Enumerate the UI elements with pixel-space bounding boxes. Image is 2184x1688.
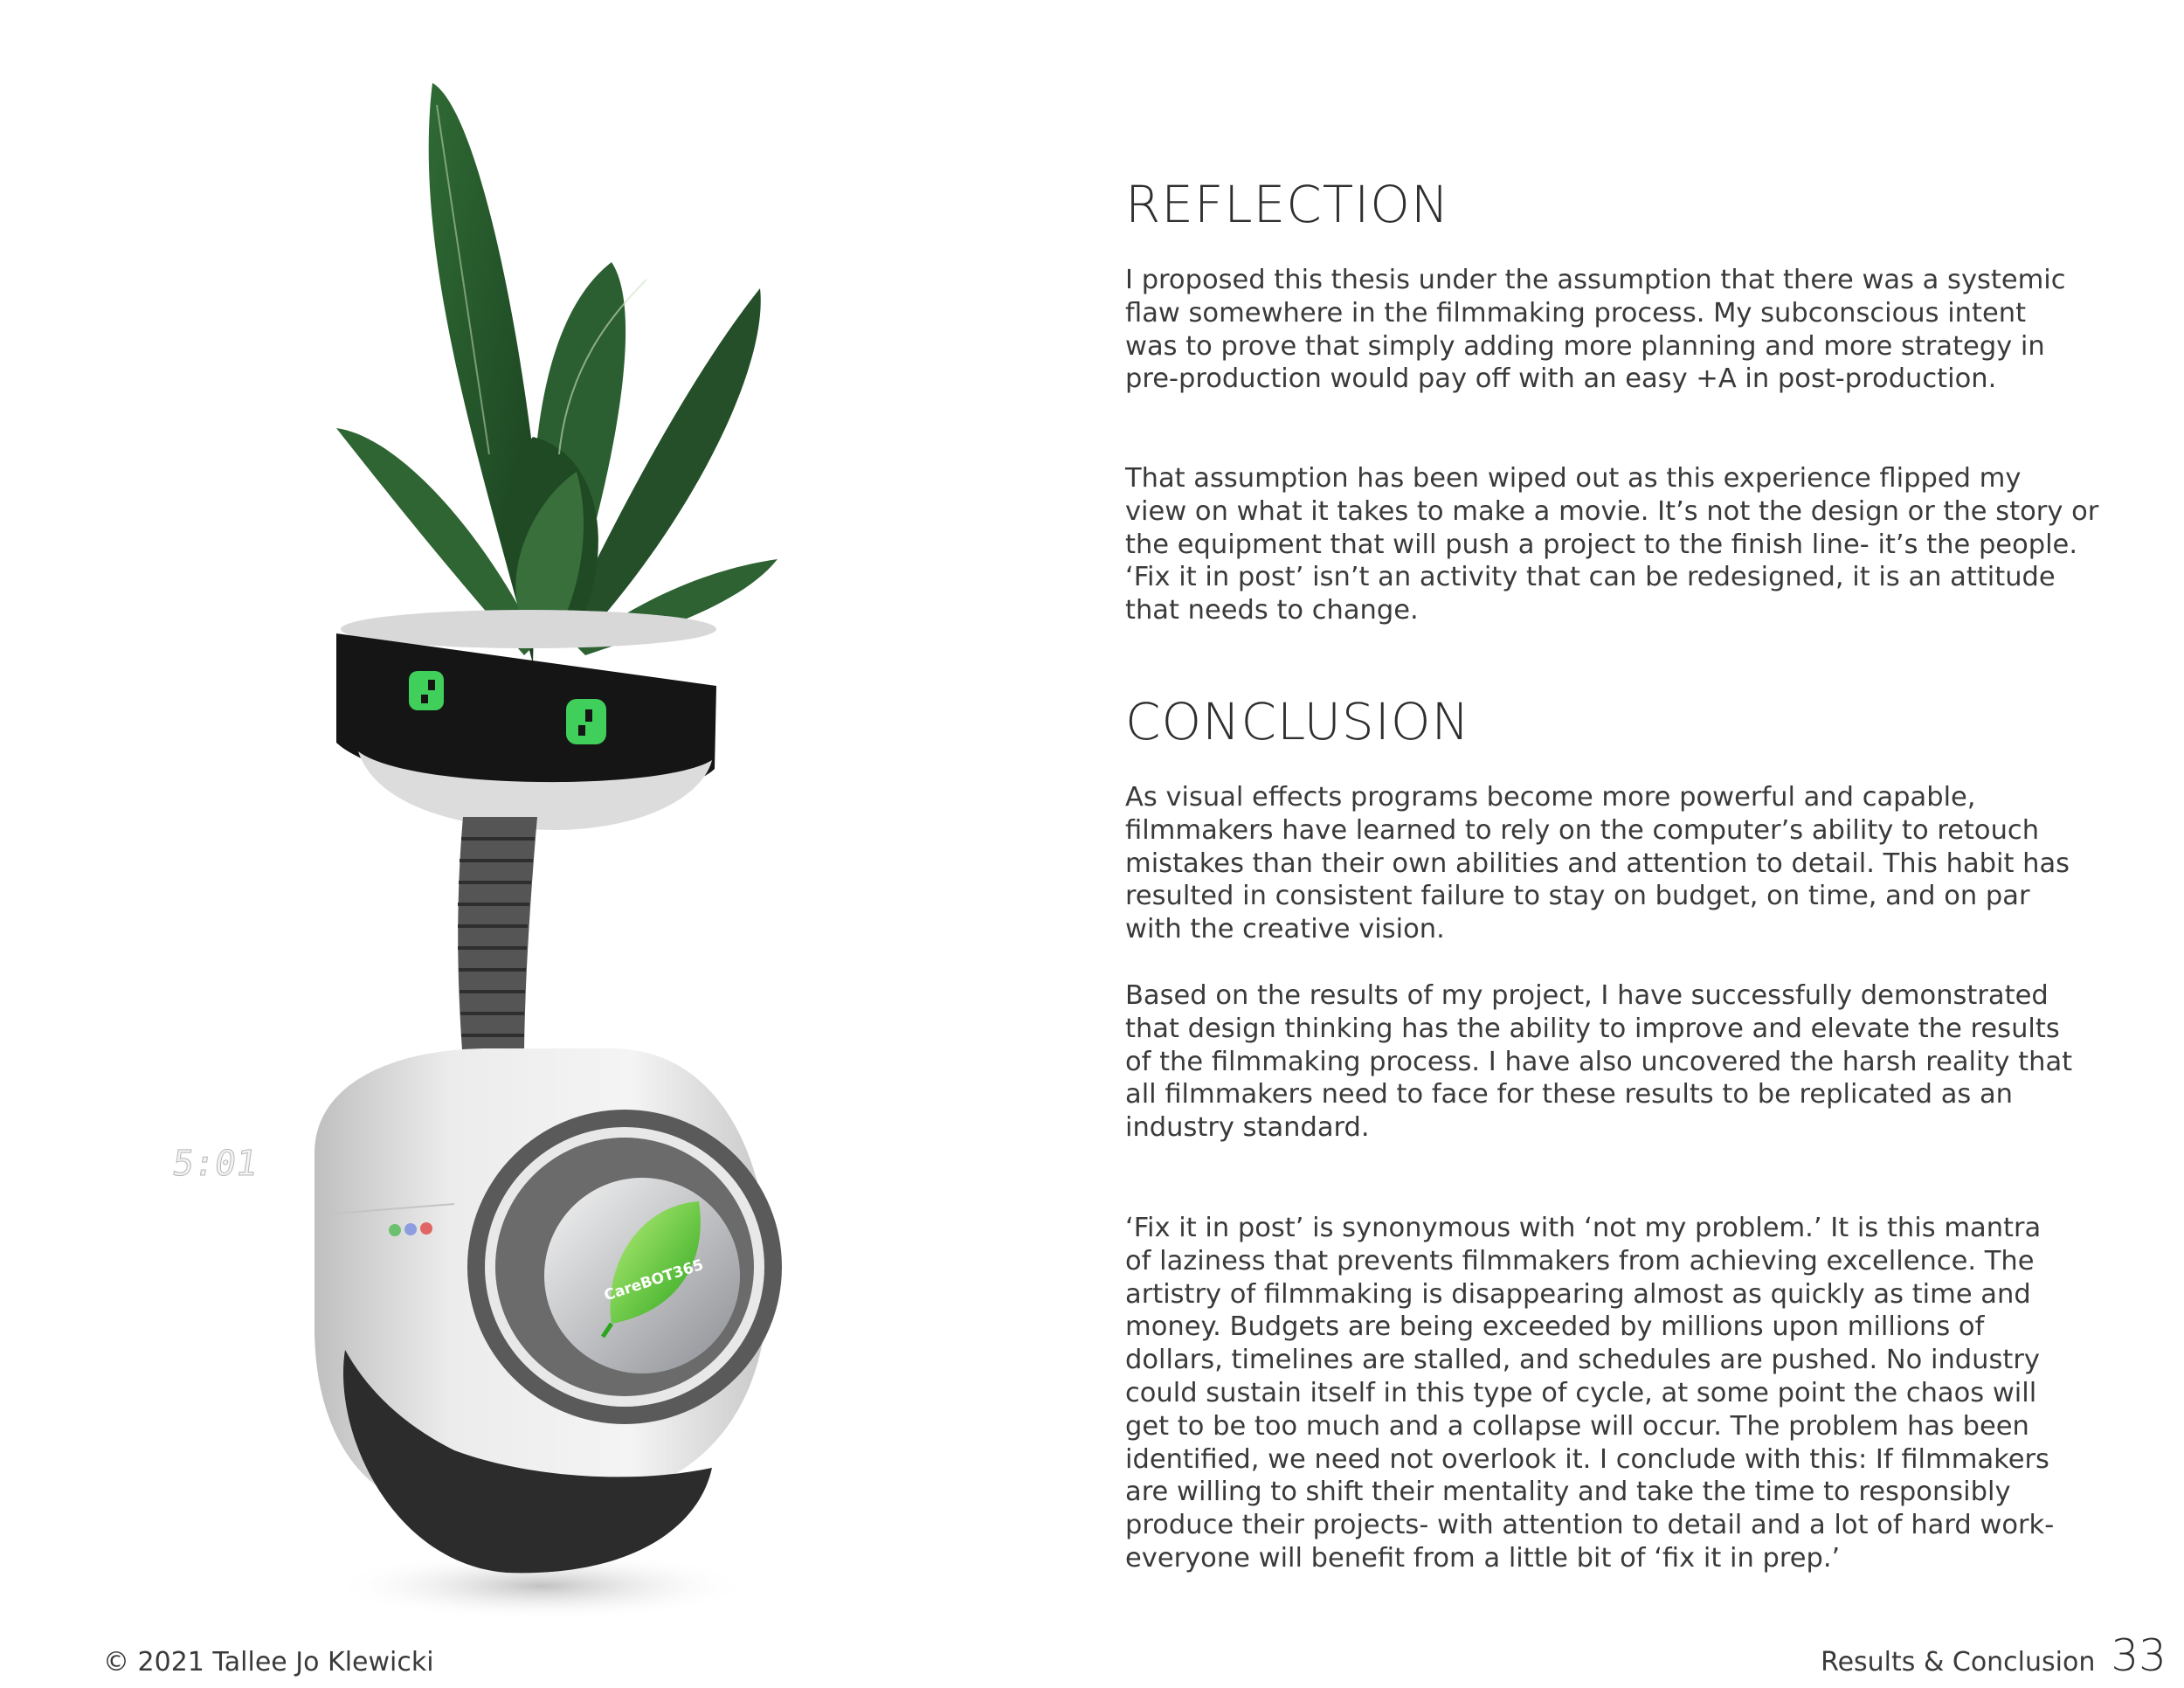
indicator-light-green-icon <box>389 1224 401 1236</box>
robot-base <box>170 1048 782 1573</box>
copyright-notice: © 2021 Tallee Jo Klewicki <box>103 1647 434 1678</box>
indicator-light-red-icon <box>420 1222 432 1235</box>
conclusion-paragraph-2: Based on the results of my project, I have successfully demonstrated that design thinking has the ability to improve and elevate the results of the filmmaking process. I have also uncovered the harsh reality that all filmmakers need to face for these results to be replicated as an industry standard. <box>1125 980 2073 1144</box>
conclusion-paragraph-3: ‘Fix it in post’ is synonymous with ‘not my problem.’ It is this mantra of laziness that prevents filmmakers from achieving excellence. The artistry of filmmaking is disappearing almost as quickly as time and money. Budgets are being exceeded by millions upon millions of dollars, timelines are stalled, and schedules are pushed. No industry could sustain itself in this type of cycle, at some point the chaos will get to be too much and a collapse will occur. The problem has been identified, we need not overlook it. I conclude with this: If filmmakers are willing to shift their mentality and take the time to responsibly produce their projects- with attention to detail and a lot of hard work- everyone will benefit from a little bit of ‘fix it in prep.’ <box>1125 1213 2055 1574</box>
clock-display: 5:01 <box>169 1144 260 1184</box>
reflection-paragraph-2: That assumption has been wiped out as this experience flipped my view on what it takes to make a movie. It’s not the design or the story or the equipment that will push a project to the finish line- it’s the people. ‘Fix it in post’ isn’t an activity that can be redesigned, it is an attitude that needs to change. <box>1125 463 2099 626</box>
reflection-paragraph-1: I proposed this thesis under the assumption that there was a systemic flaw somewhere in the filmmaking process. My subconscious intent was to prove that simply adding more planning and more strategy in pre-production would pay off with an easy +A in post-production. <box>1125 265 2066 395</box>
plant-leaves <box>336 83 778 664</box>
indicator-light-blue-icon <box>404 1223 417 1235</box>
pixel-eye-right-icon <box>566 699 606 744</box>
flexible-neck <box>458 817 537 1062</box>
conclusion-paragraph-1: As visual effects programs become more powerful and capable, filmmakers have learned to rely on the computer’s ability to retouch mistakes than their own abilities and attention to detail. This habit has resulted in consistent failure to stay on budget, on time, and on par with the creative vision. <box>1125 782 2070 945</box>
logo-text: CareBOT365 <box>602 1256 706 1305</box>
reflection-heading: REFLECTION <box>1125 175 1450 234</box>
planter-head <box>336 610 716 830</box>
page-number: 33 <box>2111 1630 2167 1681</box>
page-footer <box>1821 1630 2167 1681</box>
conclusion-heading: CONCLUSION <box>1125 692 1470 751</box>
pixel-eye-left-icon <box>409 671 444 710</box>
robot-planter-illustration <box>169 70 812 1634</box>
footer-section-label: Results & Conclusion <box>1821 1647 2096 1678</box>
